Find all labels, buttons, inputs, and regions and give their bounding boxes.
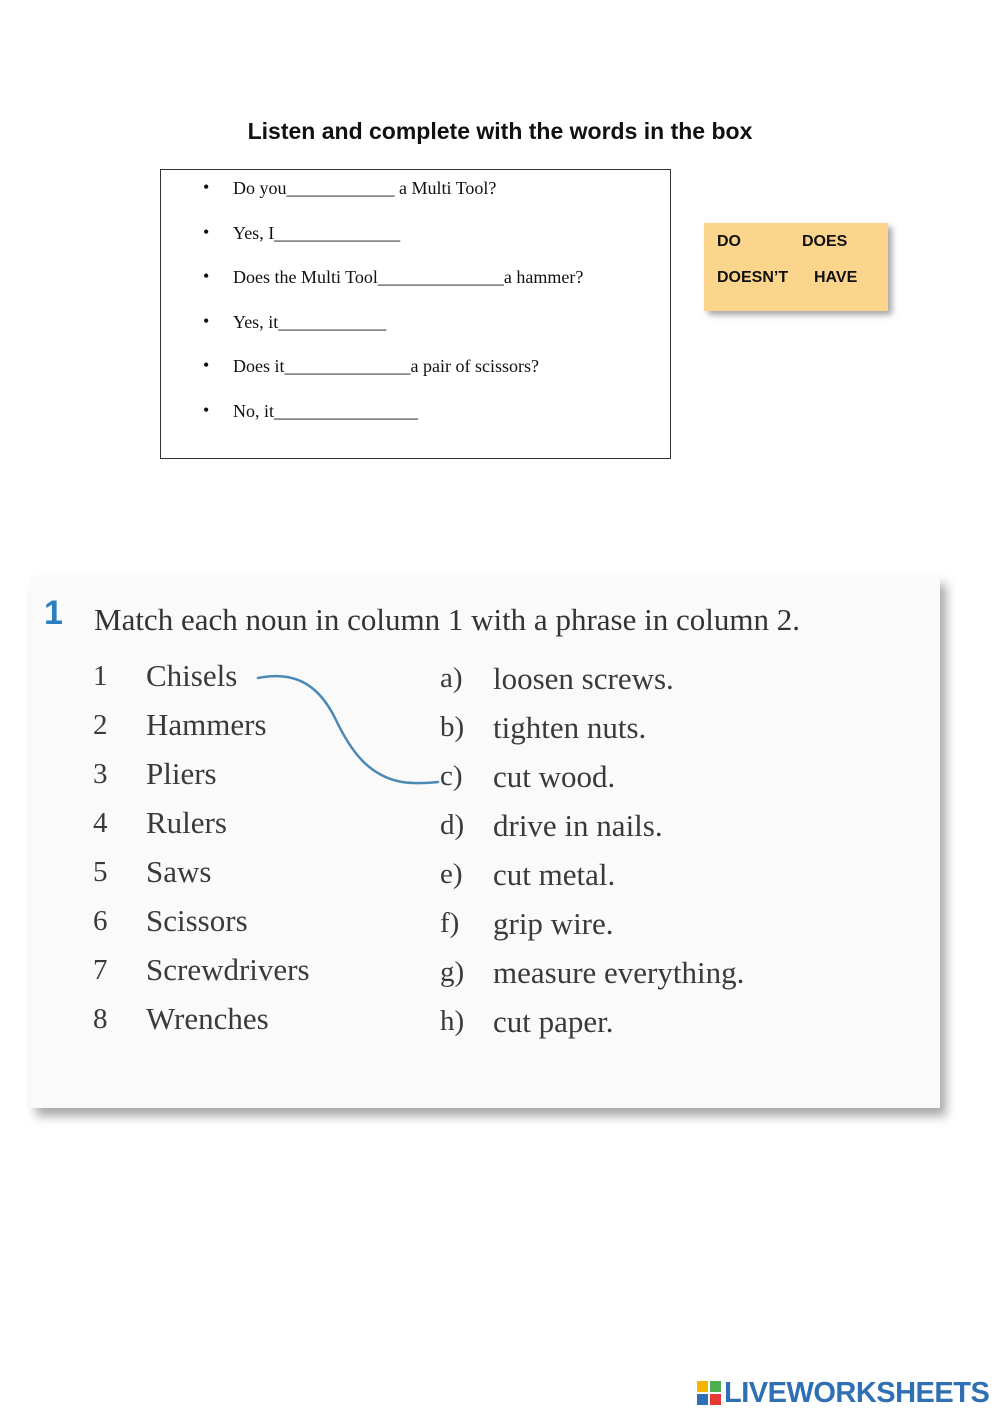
phrase-letter: g) (440, 956, 465, 988)
noun-item[interactable]: Rulers (146, 805, 227, 840)
noun-number: 4 (93, 807, 108, 839)
phrase-letter: a) (440, 662, 463, 694)
noun-number: 8 (93, 1003, 108, 1035)
noun-number: 2 (93, 709, 108, 741)
noun-number: 7 (93, 954, 108, 986)
phrase-item[interactable]: loosen screws. (493, 661, 674, 696)
worksheet-title: Listen and complete with the words in the box (247, 118, 753, 144)
question-item: • Does the Multi Tool______________a hammer? (233, 267, 583, 288)
phrase-letter: b) (440, 711, 465, 743)
noun-number: 5 (93, 856, 108, 888)
noun-item[interactable]: Saws (146, 854, 212, 889)
word-does: DOES (802, 233, 848, 250)
noun-item[interactable]: Chisels (146, 658, 238, 693)
question-item: • No, it________________ (233, 401, 418, 422)
noun-number: 6 (93, 905, 108, 937)
phrase-letter: e) (440, 858, 463, 890)
question-item: • Does it______________a pair of scissors? (233, 356, 539, 377)
phrase-item[interactable]: cut wood. (493, 759, 616, 794)
word-box (704, 223, 888, 311)
noun-item[interactable]: Wrenches (146, 1001, 269, 1036)
phrase-item[interactable]: measure everything. (493, 955, 745, 990)
phrase-item[interactable]: cut metal. (493, 857, 616, 892)
logo-icon (697, 1381, 721, 1405)
question-item: • Yes, it____________ (233, 312, 386, 333)
noun-item[interactable]: Pliers (146, 756, 217, 791)
phrase-letter: d) (440, 809, 465, 841)
noun-item[interactable]: Scissors (146, 903, 248, 938)
logo-text: LIVEWORKSHEETS (724, 1376, 990, 1409)
exercise-instruction: Match each noun in column 1 with a phrase in column 2. (94, 602, 800, 637)
noun-item[interactable]: Hammers (146, 707, 267, 742)
matching-exercise (30, 576, 940, 1108)
word-doesnt: DOESN’T (717, 269, 789, 286)
example-match-line (30, 576, 940, 1108)
question-item: • Yes, I______________ (233, 223, 400, 244)
word-do: DO (717, 233, 741, 250)
phrase-item[interactable]: tighten nuts. (493, 710, 647, 745)
questions-box (160, 169, 671, 459)
word-have: HAVE (814, 269, 858, 286)
phrase-letter: h) (440, 1005, 465, 1037)
phrase-item[interactable]: drive in nails. (493, 808, 663, 843)
phrase-item[interactable]: cut paper. (493, 1004, 614, 1039)
noun-number: 3 (93, 758, 108, 790)
phrase-letter: c) (440, 760, 463, 792)
noun-number: 1 (93, 660, 108, 692)
phrase-item[interactable]: grip wire. (493, 906, 614, 941)
exercise-number: 1 (44, 594, 63, 632)
question-item: • Do you____________ a Multi Tool? (233, 178, 496, 199)
noun-item[interactable]: Screwdrivers (146, 952, 310, 987)
liveworksheets-logo (697, 1377, 989, 1409)
phrase-letter: f) (440, 907, 460, 939)
